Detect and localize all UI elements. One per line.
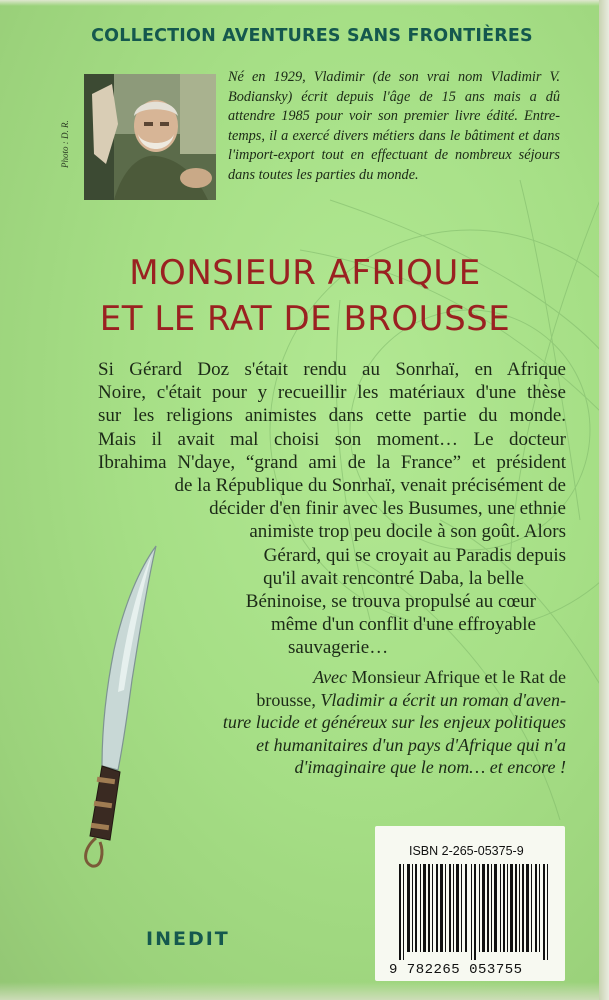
barcode bbox=[395, 864, 553, 960]
book-title-line-1: MONSIEUR AFRIQUE bbox=[129, 253, 481, 293]
photo-credit: Photo : D. R. bbox=[60, 120, 70, 168]
closing-line-1-roman: Monsieur Afrique et le Rat de bbox=[347, 667, 566, 687]
barcode-digits: 9 782265 053755 bbox=[389, 962, 523, 978]
isbn: ISBN 2-265-05375-9 bbox=[409, 844, 524, 858]
synopsis-line: Béninoise, se trouva propulsé au cœur bbox=[245, 591, 536, 613]
synopsis-line: qu'il avait rencontré Daba, la belle bbox=[263, 567, 524, 589]
closing-line: ture lucide et généreux sur les enjeux politiques bbox=[222, 712, 566, 732]
book-title bbox=[70, 250, 540, 342]
synopsis-line: Noire, c'était pour y recueillir les matériaux d'une thèse bbox=[98, 382, 566, 404]
closing-line bbox=[190, 689, 566, 712]
synopsis-line: de la République du Sonrhaï, venait précisément de bbox=[174, 475, 566, 497]
barcode-panel bbox=[375, 826, 565, 981]
synopsis-line: animiste trop peu docile à son goût. Alors bbox=[249, 521, 566, 543]
closing-line: et humanitaires d'un pays d'Afrique qui n'a bbox=[256, 734, 566, 755]
worn-edge-bottom bbox=[0, 982, 609, 1000]
page-edge bbox=[599, 0, 609, 1000]
closing-line bbox=[190, 666, 566, 689]
synopsis-line: Si Gérard Doz s'était rendu au Sonrhaï, en Afrique bbox=[98, 359, 566, 380]
synopsis-line: sur les religions animistes dans cette partie du monde. bbox=[98, 405, 566, 427]
series-title: COLLECTION AVENTURES SANS FRONTIÈRES bbox=[91, 26, 533, 46]
synopsis-line: sauvagerie… bbox=[288, 637, 389, 659]
closing-line-1-italic: Avec bbox=[313, 667, 348, 687]
author-bio: Né en 1929, Vladimir (de son vrai nom Vladimir V. Bodiansky) écrit depuis l'âge de 15 ans mais a dû attendre 1985 pour voir son premier livre édité. Entre-temps, il a exercé divers métiers dans le bâtiment et dans l'import-export tout en effectuant de nombreux séjours dans toutes les parties du monde. bbox=[228, 69, 560, 183]
machete-illustration bbox=[44, 540, 174, 870]
closing-line: d'imaginaire que le nom… et encore ! bbox=[294, 757, 566, 777]
closing-line-2-italic: Vladimir a écrit un roman d'aven- bbox=[315, 689, 566, 710]
author-photo bbox=[84, 74, 216, 200]
synopsis-line: décider d'en finir avec les Busumes, une ethnie bbox=[209, 498, 566, 520]
closing-line-2-roman: brousse, bbox=[256, 689, 316, 710]
synopsis-line: Gérard, qui se croyait au Paradis depuis bbox=[263, 544, 566, 566]
worn-edge-top bbox=[0, 0, 609, 6]
synopsis-line: Ibrahima N'daye, “grand ami de la France” et président bbox=[98, 451, 566, 473]
synopsis-line: Mais il avait mal choisi son moment… Le docteur bbox=[98, 428, 566, 450]
synopsis-line: même d'un conflit d'une effroyable bbox=[270, 614, 536, 636]
closing-paragraph bbox=[190, 666, 566, 779]
inedit-label: INEDIT bbox=[146, 928, 230, 950]
book-title-line-2: ET LE RAT DE BROUSSE bbox=[99, 299, 511, 339]
